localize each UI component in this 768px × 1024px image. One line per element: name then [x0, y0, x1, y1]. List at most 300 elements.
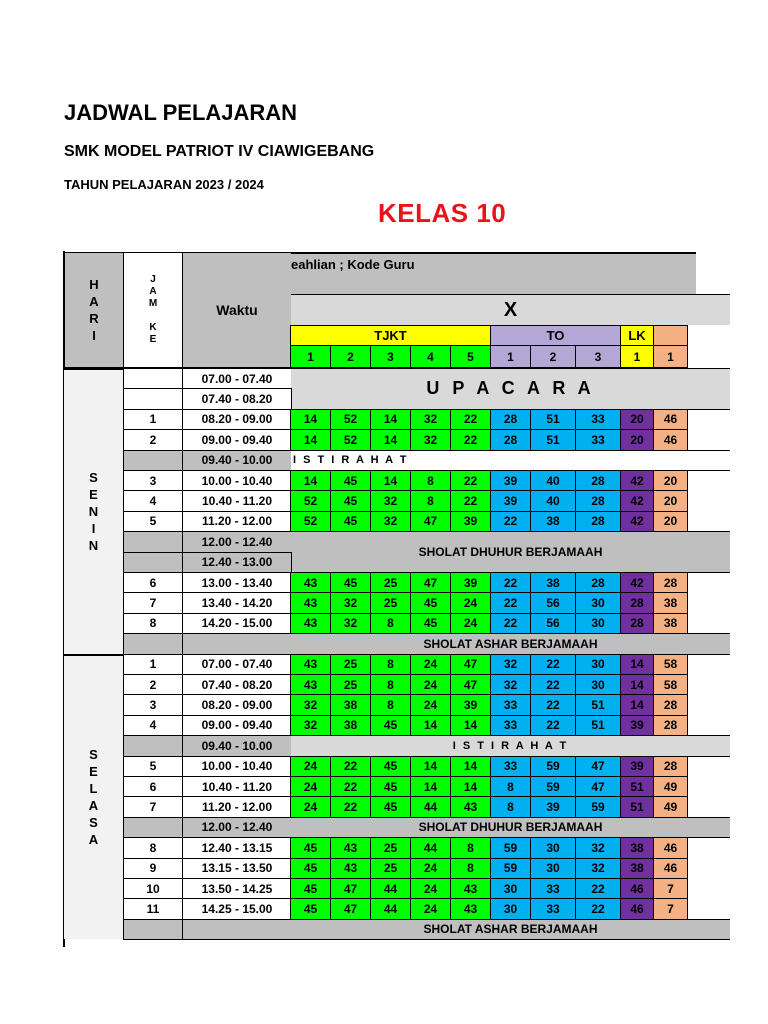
time-slot-cell: 11.20 - 12.00	[182, 796, 292, 817]
table-row	[291, 409, 688, 430]
teacher-code-cell: 33	[530, 898, 576, 919]
teacher-code-cell: 43	[450, 898, 491, 919]
teacher-code-cell: 45	[410, 613, 451, 634]
table-row	[291, 898, 688, 919]
teacher-code-cell: 28	[575, 470, 621, 491]
day-letter: A	[88, 832, 99, 848]
teacher-code-cell: 28	[653, 572, 688, 593]
teacher-code-cell: 59	[490, 858, 531, 879]
jam-ke-cell	[123, 388, 183, 409]
teacher-code-cell: 33	[490, 756, 531, 777]
teacher-code-cell: 45	[290, 858, 331, 879]
program-group-tjkt: TJKT	[290, 325, 491, 346]
table-row	[291, 654, 688, 675]
time-slot-cell: 10.40 - 11.20	[182, 490, 292, 511]
teacher-code-cell: 25	[370, 837, 411, 858]
teacher-code-cell: 45	[330, 572, 371, 593]
teacher-code-cell: 52	[330, 409, 371, 430]
jam-ke-cell: 5	[123, 756, 183, 777]
day-letter: A	[88, 798, 99, 814]
teacher-code-cell: 25	[330, 654, 371, 675]
day-letter: E	[89, 487, 98, 503]
teacher-code-cell: 33	[575, 409, 621, 430]
table-row	[291, 674, 688, 695]
jam-ke-cell: 1	[123, 654, 183, 675]
teacher-code-cell: 28	[653, 756, 688, 777]
teacher-code-cell: 24	[410, 858, 451, 879]
teacher-code-cell: 44	[410, 796, 451, 817]
teacher-code-cell: 28	[490, 429, 531, 450]
teacher-code-cell: 45	[330, 490, 371, 511]
day-letter: S	[89, 470, 98, 486]
day-name-cell	[64, 654, 124, 940]
teacher-code-cell: 38	[653, 613, 688, 634]
teacher-code-cell: 14	[450, 776, 491, 797]
teacher-code-cell: 22	[450, 470, 491, 491]
time-slot-cell: 10.00 - 10.40	[182, 470, 292, 491]
teacher-code-cell: 33	[530, 878, 576, 899]
teacher-code-cell: 46	[653, 429, 688, 450]
jam-ke-cell: 8	[123, 837, 183, 858]
table-row	[291, 756, 688, 777]
subclass-number: 1	[290, 345, 331, 368]
hari-letter: H	[89, 277, 99, 292]
class-title: KELAS 10	[378, 198, 507, 228]
teacher-code-cell: 45	[370, 715, 411, 736]
teacher-code-cell: 51	[575, 715, 621, 736]
teacher-code-cell: 33	[490, 694, 531, 715]
table-row	[291, 613, 688, 634]
teacher-code-cell: 22	[450, 409, 491, 430]
subclass-number: 2	[530, 345, 576, 368]
program-group-lk: LK	[620, 325, 654, 346]
teacher-code-cell: 47	[410, 511, 451, 532]
teacher-code-cell: 22	[530, 715, 576, 736]
program-group-to: TO	[490, 325, 621, 346]
day-letter: N	[88, 538, 99, 554]
table-row	[291, 490, 688, 511]
teacher-code-cell: 44	[370, 898, 411, 919]
teacher-code-cell: 45	[330, 470, 371, 491]
teacher-code-cell: 51	[620, 796, 654, 817]
teacher-code-cell: 25	[370, 572, 411, 593]
subclass-number: 2	[330, 345, 371, 368]
jam-ke-cell	[123, 531, 183, 552]
jam-ke-cell: 5	[123, 511, 183, 532]
teacher-code-cell: 38	[530, 572, 576, 593]
jam-ke-cell	[123, 919, 183, 940]
jam-ke-letter: A	[149, 286, 157, 297]
teacher-code-cell: 58	[653, 654, 688, 675]
teacher-code-cell: 24	[410, 878, 451, 899]
teacher-code-cell: 8	[370, 694, 411, 715]
teacher-code-cell: 7	[653, 898, 688, 919]
table-row	[291, 878, 688, 899]
teacher-code-cell: 30	[530, 837, 576, 858]
teacher-code-cell: 43	[450, 878, 491, 899]
teacher-code-cell: 30	[575, 674, 621, 695]
table-row	[291, 592, 688, 613]
jam-ke-cell: 10	[123, 878, 183, 899]
teacher-code-cell: 28	[575, 490, 621, 511]
teacher-code-cell: 24	[290, 756, 331, 777]
teacher-code-cell: 8	[490, 796, 531, 817]
subclass-number-row	[291, 345, 688, 368]
time-slot-cell: 12.40 - 13.15	[182, 837, 292, 858]
teacher-code-cell: 22	[530, 694, 576, 715]
program-group-blank	[653, 325, 688, 346]
teacher-code-cell: 20	[620, 409, 654, 430]
teacher-code-cell: 47	[450, 674, 491, 695]
time-slot-cell	[182, 633, 292, 654]
teacher-code-cell: 20	[653, 470, 688, 491]
jam-ke-cell	[123, 735, 183, 756]
subclass-number: 3	[575, 345, 621, 368]
time-slot-cell: 13.00 - 13.40	[182, 572, 292, 593]
teacher-code-cell: 8	[370, 674, 411, 695]
teacher-code-cell: 39	[620, 715, 654, 736]
table-row	[291, 837, 688, 858]
time-slot-cell: 07.40 - 08.20	[182, 388, 292, 409]
teacher-code-cell: 59	[575, 796, 621, 817]
teacher-code-cell: 14	[410, 715, 451, 736]
teacher-code-cell: 33	[490, 715, 531, 736]
time-slot-cell: 07.40 - 08.20	[182, 674, 292, 695]
teacher-code-cell: 52	[290, 490, 331, 511]
teacher-code-cell: 28	[653, 715, 688, 736]
time-slot-cell: 12.00 - 12.40	[182, 817, 292, 838]
teacher-code-cell: 51	[530, 409, 576, 430]
teacher-code-cell: 14	[290, 429, 331, 450]
teacher-code-cell: 24	[410, 654, 451, 675]
teacher-code-cell: 46	[653, 409, 688, 430]
teacher-code-cell: 43	[450, 796, 491, 817]
time-slot-cell: 09.00 - 09.40	[182, 715, 292, 736]
jam-ke-cell: 3	[123, 694, 183, 715]
teacher-code-cell: 38	[620, 837, 654, 858]
teacher-code-cell: 52	[330, 429, 371, 450]
teacher-code-cell: 24	[410, 694, 451, 715]
teacher-code-cell: 14	[290, 470, 331, 491]
time-slot-cell: 08.20 - 09.00	[182, 409, 292, 430]
teacher-code-cell: 39	[620, 756, 654, 777]
teacher-code-cell: 46	[653, 858, 688, 879]
teacher-code-cell: 42	[620, 490, 654, 511]
teacher-code-cell: 45	[410, 592, 451, 613]
time-slot-cell: 13.50 - 14.25	[182, 878, 292, 899]
teacher-code-cell: 25	[370, 592, 411, 613]
teacher-code-cell: 22	[490, 592, 531, 613]
subclass-number: 3	[370, 345, 411, 368]
day-letter: N	[88, 504, 99, 520]
teacher-code-cell: 43	[290, 654, 331, 675]
teacher-code-cell: 39	[490, 490, 531, 511]
teacher-code-cell: 20	[653, 490, 688, 511]
day-letter: I	[91, 521, 96, 537]
hari-header	[64, 252, 124, 368]
jam-ke-letter: K	[149, 322, 157, 333]
teacher-code-cell: 32	[575, 858, 621, 879]
teacher-code-cell: 24	[410, 674, 451, 695]
day-letter: S	[89, 815, 98, 831]
teacher-code-cell: 14	[620, 654, 654, 675]
sholat-banner: SHOLAT ASHAR BERJAMAAH	[291, 919, 730, 940]
teacher-code-cell: 51	[530, 429, 576, 450]
jam-ke-cell: 3	[123, 470, 183, 491]
teacher-code-cell: 22	[450, 429, 491, 450]
teacher-code-cell: 8	[370, 654, 411, 675]
teacher-code-cell: 14	[450, 756, 491, 777]
teacher-code-cell: 24	[410, 898, 451, 919]
istirahat-banner: I S T I R A H A T	[291, 735, 730, 756]
teacher-code-cell: 58	[653, 674, 688, 695]
teacher-code-cell: 28	[490, 409, 531, 430]
teacher-code-cell: 30	[490, 898, 531, 919]
teacher-code-cell: 47	[330, 898, 371, 919]
school-name: SMK MODEL PATRIOT IV CIAWIGEBANG	[64, 143, 375, 160]
day-letter: L	[89, 781, 98, 797]
document-title: JADWAL PELAJARAN	[64, 100, 298, 125]
day-letter: S	[89, 747, 98, 763]
teacher-code-cell: 38	[330, 715, 371, 736]
teacher-code-cell: 32	[490, 654, 531, 675]
teacher-code-cell: 45	[290, 837, 331, 858]
time-slot-cell: 07.00 - 07.40	[182, 368, 292, 389]
teacher-code-cell: 8	[450, 837, 491, 858]
teacher-code-cell: 30	[530, 858, 576, 879]
teacher-code-cell: 14	[370, 409, 411, 430]
teacher-code-cell: 32	[410, 409, 451, 430]
teacher-code-cell: 38	[530, 511, 576, 532]
teacher-code-cell: 56	[530, 613, 576, 634]
table-row	[291, 511, 688, 532]
teacher-code-cell: 43	[330, 837, 371, 858]
teacher-code-cell: 8	[410, 490, 451, 511]
subclass-number: 4	[410, 345, 451, 368]
teacher-code-cell: 39	[530, 796, 576, 817]
time-slot-cell: 13.40 - 14.20	[182, 592, 292, 613]
upacara-banner: U P A C A R A	[291, 368, 730, 410]
jam-ke-cell: 2	[123, 674, 183, 695]
teacher-code-cell: 45	[330, 511, 371, 532]
jam-ke-cell: 9	[123, 858, 183, 879]
teacher-code-cell: 24	[290, 776, 331, 797]
jam-ke-cell: 11	[123, 898, 183, 919]
teacher-code-cell: 45	[370, 776, 411, 797]
teacher-code-cell: 43	[290, 613, 331, 634]
teacher-code-cell: 45	[370, 796, 411, 817]
jam-ke-header	[123, 252, 183, 368]
teacher-code-cell: 43	[290, 572, 331, 593]
istirahat-banner: I S T I R A H A T	[291, 450, 730, 471]
time-slot-cell: 10.40 - 11.20	[182, 776, 292, 797]
teacher-code-cell: 38	[330, 694, 371, 715]
teacher-code-cell: 32	[290, 694, 331, 715]
teacher-code-cell: 8	[490, 776, 531, 797]
teacher-code-cell: 32	[330, 613, 371, 634]
teacher-code-cell: 32	[330, 592, 371, 613]
teacher-code-cell: 28	[620, 613, 654, 634]
teacher-code-cell: 22	[330, 776, 371, 797]
teacher-code-cell: 47	[330, 878, 371, 899]
teacher-code-cell: 49	[653, 796, 688, 817]
hari-letter: I	[92, 328, 96, 343]
teacher-code-cell: 22	[490, 613, 531, 634]
jam-ke-cell: 6	[123, 572, 183, 593]
teacher-code-cell: 44	[410, 837, 451, 858]
teacher-code-cell: 47	[575, 756, 621, 777]
time-slot-cell: 14.20 - 15.00	[182, 613, 292, 634]
teacher-code-cell: 8	[450, 858, 491, 879]
teacher-code-cell: 14	[450, 715, 491, 736]
teacher-code-cell: 47	[410, 572, 451, 593]
teacher-code-cell: 22	[530, 654, 576, 675]
teacher-code-cell: 22	[575, 878, 621, 899]
time-slot-cell: 14.25 - 15.00	[182, 898, 292, 919]
jam-ke-letter: J	[150, 274, 156, 285]
academic-year: TAHUN PELAJARAN 2023 / 2024	[64, 177, 264, 192]
program-group-row	[291, 325, 688, 346]
time-slot-cell: 12.00 - 12.40	[182, 531, 292, 552]
subclass-number: 1	[490, 345, 531, 368]
teacher-code-cell: 56	[530, 592, 576, 613]
teacher-code-cell: 42	[620, 470, 654, 491]
jam-ke-cell	[123, 450, 183, 471]
jam-ke-cell: 6	[123, 776, 183, 797]
teacher-code-cell: 39	[490, 470, 531, 491]
teacher-code-cell: 24	[450, 613, 491, 634]
teacher-code-cell: 22	[490, 572, 531, 593]
teacher-code-cell: 30	[575, 592, 621, 613]
teacher-code-cell: 28	[575, 572, 621, 593]
teacher-code-cell: 25	[330, 674, 371, 695]
teacher-code-cell: 38	[620, 858, 654, 879]
jam-ke-cell	[123, 633, 183, 654]
teacher-code-cell: 28	[575, 511, 621, 532]
teacher-code-cell: 22	[450, 490, 491, 511]
teacher-code-cell: 59	[530, 756, 576, 777]
jam-ke-cell: 8	[123, 613, 183, 634]
teacher-code-cell: 30	[575, 613, 621, 634]
jam-ke-cell	[123, 552, 183, 573]
teacher-code-cell: 22	[330, 796, 371, 817]
jam-ke-cell: 1	[123, 409, 183, 430]
teacher-code-cell: 22	[330, 756, 371, 777]
table-row	[291, 572, 688, 593]
time-slot-cell: 11.20 - 12.00	[182, 511, 292, 532]
teacher-code-cell: 44	[370, 878, 411, 899]
teacher-code-cell: 32	[575, 837, 621, 858]
table-row	[291, 796, 688, 817]
time-slot-cell: 09.40 - 10.00	[182, 735, 292, 756]
jam-ke-letter: E	[149, 334, 157, 345]
teacher-code-cell: 14	[620, 674, 654, 695]
table-row	[291, 858, 688, 879]
time-slot-cell: 07.00 - 07.40	[182, 654, 292, 675]
time-slot-cell: 10.00 - 10.40	[182, 756, 292, 777]
teacher-code-cell: 32	[290, 715, 331, 736]
teacher-code-cell: 14	[370, 429, 411, 450]
hari-letter: R	[89, 311, 99, 326]
sholat-banner: SHOLAT DHUHUR BERJAMAAH	[291, 817, 730, 838]
teacher-code-cell: 47	[450, 654, 491, 675]
time-slot-cell: 09.40 - 10.00	[182, 450, 292, 471]
time-slot-cell	[182, 919, 292, 940]
jam-ke-letter: M	[148, 298, 158, 309]
teacher-code-cell: 30	[575, 654, 621, 675]
teacher-code-cell: 32	[490, 674, 531, 695]
jam-ke-cell	[123, 817, 183, 838]
teacher-code-cell: 39	[450, 511, 491, 532]
teacher-code-cell: 14	[620, 694, 654, 715]
time-slot-cell: 08.20 - 09.00	[182, 694, 292, 715]
teacher-code-cell: 40	[530, 470, 576, 491]
teacher-code-cell: 59	[530, 776, 576, 797]
table-row	[291, 470, 688, 491]
table-row	[291, 694, 688, 715]
teacher-code-cell: 28	[620, 592, 654, 613]
teacher-code-cell: 46	[653, 837, 688, 858]
jam-ke-cell	[123, 368, 183, 389]
teacher-code-cell: 28	[653, 694, 688, 715]
table-row	[291, 715, 688, 736]
teacher-code-cell: 47	[575, 776, 621, 797]
teacher-code-cell: 22	[490, 511, 531, 532]
day-name-cell	[64, 368, 124, 654]
teacher-code-cell: 20	[620, 429, 654, 450]
day-letter: E	[89, 764, 98, 780]
teacher-code-cell: 30	[490, 878, 531, 899]
table-row	[291, 429, 688, 450]
teacher-code-cell: 43	[330, 858, 371, 879]
teacher-code-cell: 22	[575, 898, 621, 919]
teacher-code-cell: 39	[450, 572, 491, 593]
teacher-code-cell: 45	[370, 756, 411, 777]
teacher-code-cell: 46	[620, 898, 654, 919]
time-slot-cell: 09.00 - 09.40	[182, 429, 292, 450]
teacher-code-cell: 32	[370, 511, 411, 532]
subclass-number: 1	[653, 345, 688, 368]
jam-ke-cell: 7	[123, 592, 183, 613]
teacher-code-cell: 39	[450, 694, 491, 715]
sholat-banner: SHOLAT ASHAR BERJAMAAH	[291, 633, 730, 654]
teacher-code-cell: 25	[370, 858, 411, 879]
teacher-code-cell: 52	[290, 511, 331, 532]
keahlian-header: eahlian ; Kode Guru	[291, 252, 696, 295]
teacher-code-cell: 45	[290, 878, 331, 899]
teacher-code-cell: 42	[620, 511, 654, 532]
teacher-code-cell: 8	[370, 613, 411, 634]
sholat-banner: SHOLAT DHUHUR BERJAMAAH	[291, 531, 730, 573]
teacher-code-cell: 33	[575, 429, 621, 450]
teacher-code-cell: 24	[290, 796, 331, 817]
teacher-code-cell: 20	[653, 511, 688, 532]
teacher-code-cell: 59	[490, 837, 531, 858]
teacher-code-cell: 40	[530, 490, 576, 511]
teacher-code-cell: 51	[620, 776, 654, 797]
teacher-code-cell: 46	[620, 878, 654, 899]
teacher-code-cell: 14	[290, 409, 331, 430]
hari-letter: A	[89, 294, 99, 309]
teacher-code-cell: 42	[620, 572, 654, 593]
teacher-code-cell: 43	[290, 592, 331, 613]
teacher-code-cell: 43	[290, 674, 331, 695]
jam-ke-cell: 7	[123, 796, 183, 817]
waktu-header: Waktu	[182, 252, 292, 368]
teacher-code-cell: 14	[410, 776, 451, 797]
subclass-number: 1	[620, 345, 654, 368]
jam-ke-cell: 2	[123, 429, 183, 450]
